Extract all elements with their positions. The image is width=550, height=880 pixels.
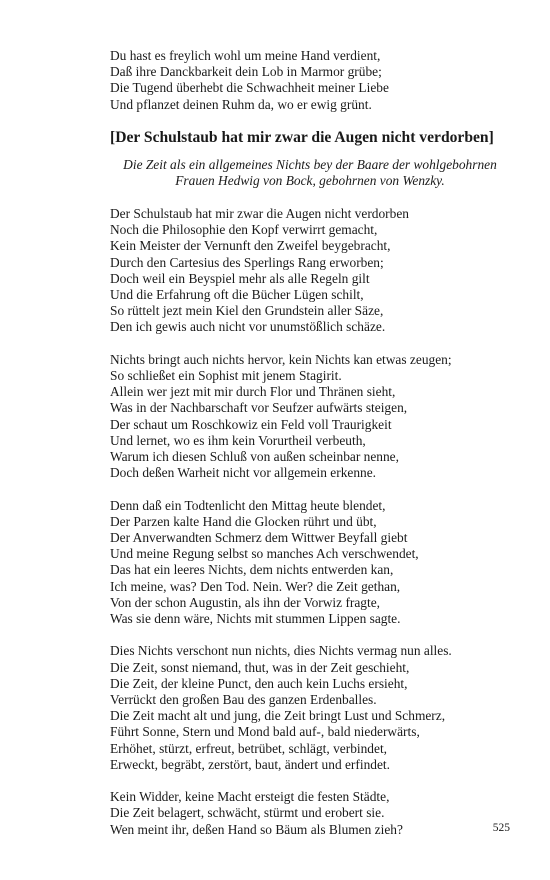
verse-line: Nichts bringt auch nichts hervor, kein Nichts kan etwas zeugen;: [110, 351, 452, 367]
subtitle-line: Die Zeit als ein allgemeines Nichts bey der Baare der wohlgebohrnen: [123, 157, 497, 172]
poem-title: [Der Schulstaub hat mir zwar die Augen nicht verdorben]: [110, 129, 494, 146]
stanza-2: [110, 352, 520, 482]
verse-line: Du hast es freylich wohl um meine Hand verdient,: [110, 48, 381, 63]
verse-line: Allein wer jezt mit mir durch Flor und Thränen sieht,: [110, 384, 396, 400]
subtitle-line: Frauen Hedwig von Bock, gebohrnen von Wenzky.: [175, 173, 445, 188]
verse-line: Und lernet, wo es ihm kein Vorurtheil verbeuth,: [110, 432, 366, 448]
page-number: 525: [492, 822, 510, 834]
stanza-4: [110, 643, 520, 773]
verse-line: So rüttelt jezt mein Kiel den Grundstein aller Säze,: [110, 303, 384, 319]
verse-line: Denn daß ein Todtenlicht den Mittag heute blendet,: [110, 497, 386, 513]
verse-line: Kein Meister der Vernunft den Zweifel beygebracht,: [110, 238, 391, 254]
verse-line: Der Parzen kalte Hand die Glocken rührt und übt,: [110, 513, 377, 529]
verse-line: Führt Sonne, Stern und Mond bald auf-, bald niederwärts,: [110, 724, 420, 740]
verse-line: Erhöhet, stürzt, erfreut, betrübet, schlägt, verbindet,: [110, 740, 388, 756]
verse-line: Doch deßen Warheit nicht vor allgemein erkenne.: [110, 465, 377, 481]
verse-line: Was sie denn wäre, Nichts mit stummen Lippen sagte.: [110, 611, 401, 627]
stanza-1: [110, 206, 520, 336]
verse-line: So schließet ein Sophist mit jenem Stagirit.: [110, 368, 342, 384]
verse-line: Der Schulstaub hat mir zwar die Augen nicht verdorben: [110, 206, 409, 221]
verse-line: Noch die Philosophie den Kopf verwirrt gemacht,: [110, 222, 378, 238]
verse-line: Der Anverwandten Schmerz dem Wittwer Beyfall giebt: [110, 530, 408, 546]
verse-line: Erweckt, begräbt, zerstört, baut, ändert und erfindet.: [110, 756, 390, 772]
verse-line: Das hat ein leeres Nichts, dem nichts entwerden kan,: [110, 562, 394, 578]
previous-poem-ending: [110, 48, 520, 113]
poem-body: [110, 206, 520, 854]
verse-line: Und pflanzet deinen Ruhm da, wo er ewig grünt.: [110, 96, 372, 112]
verse-line: Die Zeit, der kleine Punct, den auch kein Luchs ersieht,: [110, 675, 408, 691]
stanza-5: [110, 789, 520, 838]
stanza-3: [110, 498, 520, 628]
verse-line: Von der schon Augustin, als ihn der Vorwiz fragte,: [110, 594, 381, 610]
verse-line: Die Zeit, sonst niemand, thut, was in der Zeit geschieht,: [110, 659, 410, 675]
verse-line: Dies Nichts verschont nun nichts, dies Nichts vermag nun alles.: [110, 643, 452, 659]
verse-line: Ich meine, was? Den Tod. Nein. Wer? die Zeit gethan,: [110, 578, 401, 594]
verse-line: Doch weil ein Beyspiel mehr als alle Regeln gilt: [110, 270, 370, 286]
verse-line: Den ich gewis auch nicht vor unumstößlich schäze.: [110, 319, 386, 335]
verse-line: Und meine Regung selbst so manches Ach verschwendet,: [110, 546, 419, 562]
verse-line: Der schaut um Roschkowiz ein Feld voll Traurigkeit: [110, 416, 392, 432]
verse-line: Und die Erfahrung oft die Bücher Lügen schilt,: [110, 287, 364, 303]
verse-line: Wen meint ihr, deßen Hand so Bäum als Blumen zieh?: [110, 821, 403, 837]
verse-line: Kein Widder, keine Macht ersteigt die festen Städte,: [110, 789, 390, 805]
verse-line: Daß ihre Danckbarkeit dein Lob in Marmor grübe;: [110, 64, 382, 80]
verse-line: Verrückt den großen Bau des ganzen Erdenballes.: [110, 692, 377, 708]
verse-line: Die Tugend überhebt die Schwachheit meiner Liebe: [110, 80, 389, 96]
verse-line: Die Zeit belagert, schwächt, stürmt und erobert sie.: [110, 805, 385, 821]
verse-line: Was in der Nachbarschaft vor Seufzer aufwärts steigen,: [110, 400, 408, 416]
verse-line: Warum ich diesen Schluß von außen scheinbar nenne,: [110, 449, 399, 465]
verse-line: Die Zeit macht alt und jung, die Zeit bringt Lust und Schmerz,: [110, 708, 446, 724]
verse-line: Durch den Cartesius des Sperlings Rang erworben;: [110, 254, 384, 270]
poem-subtitle: [108, 157, 512, 189]
